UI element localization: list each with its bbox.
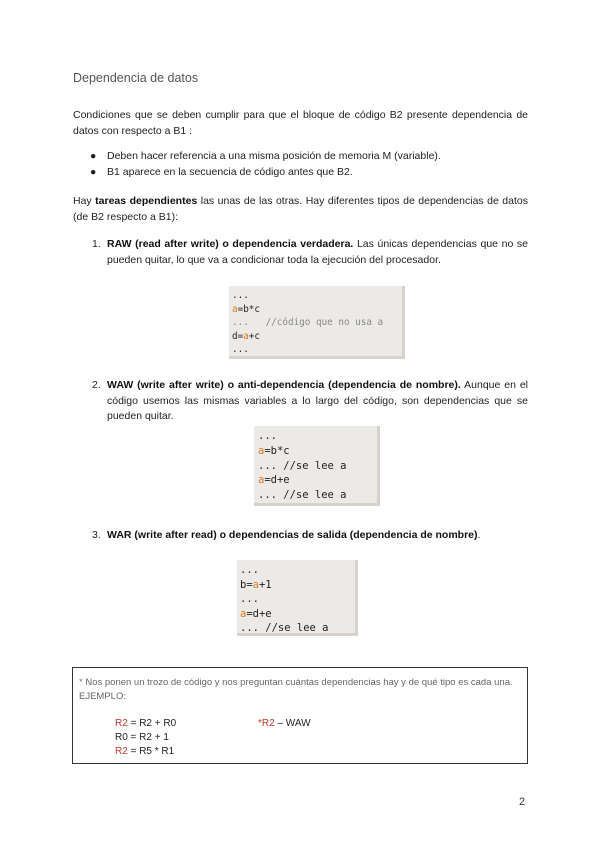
types-prefix: Hay bbox=[73, 195, 96, 207]
code-line: ... //se lee a bbox=[240, 622, 329, 635]
item-text: . bbox=[477, 529, 481, 541]
intro-paragraph: Condiciones que se deben cumplir para que el bloque de código B2 presente dependencia de datos con respecto a B1 : bbox=[73, 109, 528, 137]
item-title: WAW (write after write) o anti-dependencia (dependencia de nombre). bbox=[107, 379, 461, 391]
item-text: Las únicas dependencias que no se pueden quitar, lo que va a condicionar toda la ejecución del procesador. bbox=[107, 238, 528, 266]
code-line: ... //se lee a bbox=[258, 489, 347, 502]
example-answer: *R2 – WAW bbox=[258, 718, 311, 729]
bullet-text: B1 aparece en la secuencia de código antes que B2. bbox=[107, 165, 353, 178]
dependency-item-raw bbox=[92, 237, 528, 268]
item-number: 3. bbox=[92, 529, 101, 541]
types-suffix: las unas de las otras. Hay diferentes tipos de dependencias de datos (de B2 respecto a B1): bbox=[73, 195, 528, 223]
note-star: * bbox=[79, 677, 83, 688]
types-bold: tareas dependientes bbox=[95, 195, 198, 207]
example-line: R2 = R2 + R0 bbox=[115, 718, 177, 729]
code-line: ... bbox=[240, 564, 259, 576]
code-block-war bbox=[237, 560, 358, 636]
section-heading: Dependencia de datos bbox=[73, 71, 199, 85]
code-line: d=a+c bbox=[232, 330, 261, 342]
conditions-list bbox=[73, 149, 528, 180]
bullet-dot: ● bbox=[90, 150, 97, 162]
item-title: WAR (write after read) o dependencias de salida (dependencia de nombre) bbox=[107, 529, 478, 541]
code-line: ... bbox=[232, 290, 249, 301]
code-line: a=b*c bbox=[258, 444, 290, 457]
note-intro-text: Nos ponen un trozo de código y nos preguntan cuántas dependencias hay y de qué tipo es cada una. EJEMPLO: bbox=[79, 677, 513, 702]
example-line: R0 = R2 + 1 bbox=[115, 732, 169, 743]
types-paragraph bbox=[73, 194, 528, 225]
example-line: R2 = R5 * R1 bbox=[115, 746, 175, 757]
bullet-dot: ● bbox=[90, 165, 97, 178]
note-intro bbox=[79, 676, 521, 704]
list-item bbox=[73, 149, 528, 165]
example-note-box bbox=[72, 667, 528, 764]
code-line: ... //se lee a bbox=[258, 459, 347, 472]
code-line: ... //código que no usa a bbox=[232, 317, 384, 328]
code-line: a=b*c bbox=[232, 303, 260, 315]
code-block-waw bbox=[254, 426, 380, 506]
dependency-item-war bbox=[92, 528, 528, 544]
dependency-item-waw bbox=[92, 378, 528, 425]
code-line: ... bbox=[258, 430, 277, 442]
list-item bbox=[73, 165, 528, 181]
code-line: b=a+1 bbox=[240, 578, 272, 591]
code-line: ... bbox=[232, 344, 249, 355]
item-title: RAW (read after write) o dependencia verdadera. bbox=[107, 238, 354, 250]
code-block-raw bbox=[229, 286, 405, 359]
item-number: 2. bbox=[92, 379, 101, 391]
code-line: a=d+e bbox=[240, 607, 272, 620]
code-line: ... bbox=[240, 593, 259, 606]
bullet-text: Deben hacer referencia a una misma posición de memoria M (variable). bbox=[107, 150, 441, 162]
item-number: 1. bbox=[92, 238, 101, 250]
code-line: a=d+e bbox=[258, 474, 290, 487]
page-number: 2 bbox=[519, 796, 526, 808]
item-text: Aunque en el código usemos las mismas variables a lo largo del código, son dependencias que se pueden quitar. bbox=[107, 379, 528, 422]
